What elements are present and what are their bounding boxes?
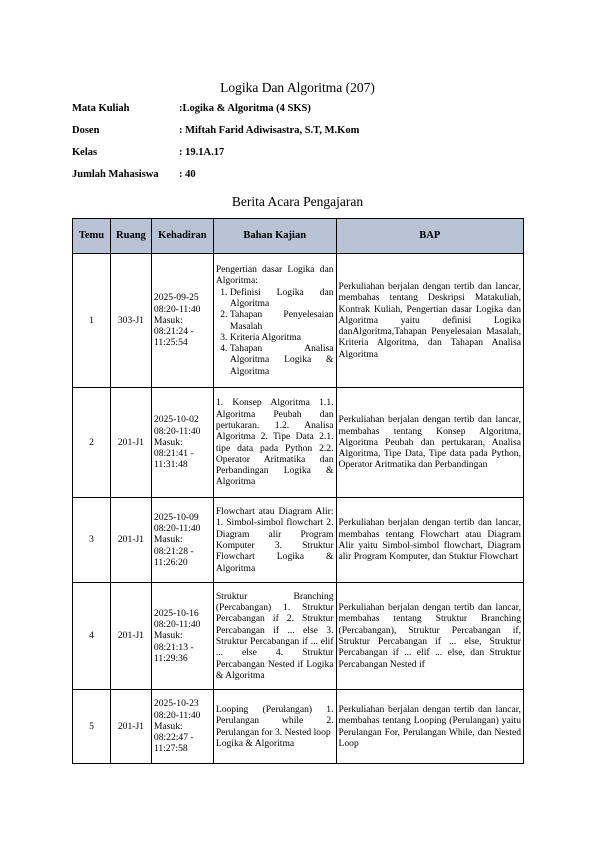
list-item: 4. Tahapan Analisa Algoritma Logika & Algoritma <box>230 343 334 377</box>
kehadiran-masuk-label: Masuk: <box>153 720 183 732</box>
document-title: Logika Dan Algoritma (207) <box>220 80 375 95</box>
kehadiran-masuk-label: Masuk: <box>153 534 183 546</box>
cell-temu: 1 <box>73 254 111 388</box>
header-bap: BAP <box>336 219 523 254</box>
kajian-list <box>216 287 334 377</box>
info-label: Mata Kuliah <box>72 103 130 114</box>
cell-bap: Perkuliahan berjalan dengan tertib dan lancar, membahas tentang Flowchart atau Diagram Alir yaitu Simbol-simbol flowchart, Diagram alir Program Komputer, dan Stuktur Flowchart <box>336 498 523 583</box>
cell-ruang: 201-J1 <box>110 498 151 583</box>
kehadiran-in: 08:21:24 - <box>153 326 194 338</box>
list-item: 2. Tahapan Penyelesaian Masalah <box>230 309 334 332</box>
cell-temu: 2 <box>73 388 111 498</box>
info-label: Jumlah Mahasiswa <box>72 169 159 180</box>
kehadiran-out: 11:25:54 <box>153 337 188 349</box>
kehadiran-in: 08:21:41 - <box>153 448 194 460</box>
cell-bahan-kajian <box>213 254 336 388</box>
kehadiran-time: 08:20-11:40 <box>153 523 201 535</box>
course-info <box>72 103 359 191</box>
kehadiran-in: 08:21:13 - <box>153 641 194 653</box>
header-kehadiran: Kehadiran <box>151 219 213 254</box>
cell-bap: Perkuliahan berjalan dengan tertib dan lancar, membahas tentang Looping (Perulangan) yaitu Perulangan For, Perulangan While, dan Nested Loop <box>336 690 523 764</box>
kehadiran-masuk-label: Masuk: <box>153 630 183 642</box>
table-row <box>73 583 524 690</box>
kehadiran-in: 08:21:28 - <box>153 545 194 557</box>
kehadiran-time: 08:20-11:40 <box>153 303 201 315</box>
info-label: Dosen <box>72 125 100 136</box>
kehadiran-date: 2025-10-23 <box>153 698 199 710</box>
info-value: :Logika & Algoritma (4 SKS) <box>179 103 311 114</box>
kehadiran-date: 2025-09-25 <box>153 292 199 304</box>
cell-ruang: 201-J1 <box>110 690 151 764</box>
info-row-kelas <box>72 147 359 169</box>
cell-bap: Perkuliahan berjalan dengan tertib dan lancar, membahas tentang Deskripsi Matakuliah, Kontrak Kuliah, Pengertian dasar Logika dan Algoritma yaitu definisi Logika danAlgoritma,Tahapan Penyelesaian Masalah, Kriteria Algoritma, dan Tahapan Analisa Algoritma <box>336 254 523 388</box>
kajian-intro: Pengertian dasar Logika dan Algoritma: <box>215 264 334 287</box>
info-row-mata-kuliah <box>72 103 359 125</box>
kehadiran-date: 2025-10-09 <box>153 511 199 523</box>
info-row-dosen <box>72 125 359 147</box>
cell-bap: Perkuliahan berjalan dengan tertib dan lancar, membahas tentang Struktur Branching (Percabangan), Struktur Percabangan if, Struktur Percabangan if ... else, Struktur Percabangan if ... elif ... else, dan Struktur Percabangan Nested if <box>336 583 523 690</box>
info-value: : Miftah Farid Adiwisastra, S.T, M.Kom <box>179 125 360 136</box>
table-row <box>73 388 524 498</box>
kehadiran-masuk-label: Masuk: <box>153 436 183 448</box>
cell-kehadiran <box>151 254 213 388</box>
header-temu: Temu <box>73 219 111 254</box>
cell-bahan-kajian: 1. Konsep Algoritma 1.1. Algoritma Peubah dan pertukaran. 1.2. Analisa Algoritma 2. Tipe Data 2.1. tipe data pada Python 2.2. Operator Aritmatika dan Perbandingan Logika & Algoritma <box>213 388 336 498</box>
kehadiran-date: 2025-10-02 <box>153 414 199 426</box>
info-value: : 19.1A.17 <box>179 147 225 158</box>
list-item: 1. Definisi Logika dan Algoritma <box>230 287 334 310</box>
cell-ruang: 303-J1 <box>110 254 151 388</box>
kehadiran-masuk-label: Masuk: <box>153 314 183 326</box>
header-ruang: Ruang <box>110 219 151 254</box>
cell-bahan-kajian: Struktur Branching (Percabangan) 1. Struktur Percabangan if 2. Struktur Percabangan if ... else 3. Struktur Percabangan if ... elif ... else 4. Struktur Percabangan Nested if Logika & Algoritma <box>213 583 336 690</box>
table-row <box>73 690 524 764</box>
cell-ruang: 201-J1 <box>110 388 151 498</box>
cell-kehadiran <box>151 583 213 690</box>
section-title: Berita Acara Pengajaran <box>231 194 364 209</box>
kehadiran-out: 11:31:48 <box>153 459 188 471</box>
cell-kehadiran <box>151 690 213 764</box>
table-header-row <box>73 219 524 254</box>
kehadiran-out: 11:27:58 <box>153 743 188 755</box>
kehadiran-out: 11:29:36 <box>153 652 188 664</box>
header-bahan-kajian: Bahan Kajian <box>213 219 336 254</box>
kehadiran-out: 11:26:20 <box>153 556 188 568</box>
info-row-jumlah-mahasiswa <box>72 169 359 191</box>
info-value: : 40 <box>179 169 196 180</box>
cell-temu: 3 <box>73 498 111 583</box>
cell-bahan-kajian: Looping (Perulangan) 1. Perulangan while 2. Perulangan for 3. Nested loop Logika & Algoritma <box>213 690 336 764</box>
cell-ruang: 201-J1 <box>110 583 151 690</box>
cell-temu: 5 <box>73 690 111 764</box>
cell-bap: Perkuliahan berjalan dengan tertib dan lancar, membahas tentang Konsep Algoritma, Algoritma Peubah dan pertukaran, Analisa Algoritma, Tipe Data, Tipe data pada Python, Operator Aritmatika dan Perbandingan <box>336 388 523 498</box>
kehadiran-in: 08:22:47 - <box>153 732 194 744</box>
info-label: Kelas <box>72 147 98 158</box>
cell-temu: 4 <box>73 583 111 690</box>
table-row <box>73 254 524 388</box>
table-row <box>73 498 524 583</box>
list-item: 3. Kriteria Algoritma <box>230 332 334 343</box>
kehadiran-time: 08:20-11:40 <box>153 425 201 437</box>
cell-kehadiran <box>151 388 213 498</box>
kehadiran-time: 08:20-11:40 <box>153 619 201 631</box>
cell-kehadiran <box>151 498 213 583</box>
kehadiran-date: 2025-10-16 <box>153 607 199 619</box>
cell-bahan-kajian: Flowchart atau Diagram Alir: 1. Simbol-simbol flowchart 2. Diagram alir Program Komputer 3. Struktur Flowchart Logika & Algoritma <box>213 498 336 583</box>
bap-table <box>72 218 524 764</box>
kehadiran-time: 08:20-11:40 <box>153 709 201 721</box>
